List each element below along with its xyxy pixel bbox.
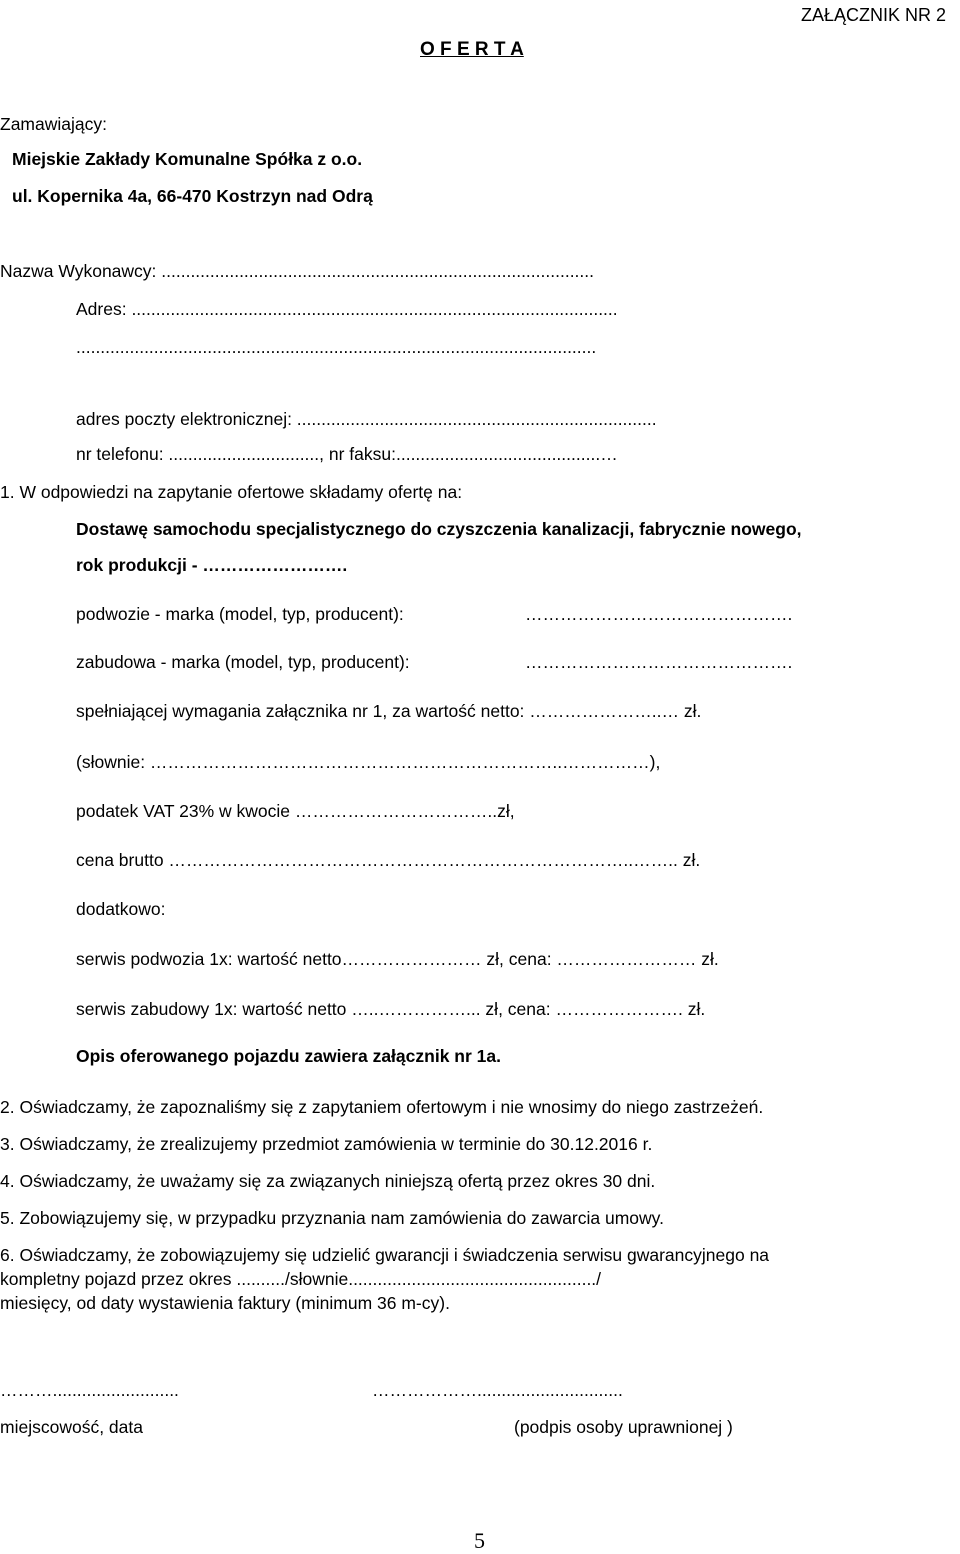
declaration-2: 2. Oświadczamy, że zapoznaliśmy się z zapytaniem ofertowym i nie wnosimy do niego zastrzeżeń. [0,1097,764,1117]
place-date-label: miejscowość, data [0,1417,143,1437]
orderer-label: Zamawiający: [0,114,107,134]
signature-dots: ……………….............................. [372,1380,623,1400]
place-date-dots: ……….......................... [0,1380,179,1400]
signature-label: (podpis osoby uprawnionej ) [514,1417,733,1437]
declaration-6-line-3: miesięcy, od daty wystawienia faktury (minimum 36 m-cy). [0,1293,450,1313]
gross-price-line: cena brutto ……………………………………………………………………..…….. zł. [76,850,701,870]
offer-subject-line-1: Dostawę samochodu specjalistycznego do czyszczenia kanalizacji, fabrycznie nowego, [76,519,802,539]
orderer-name: Miejskie Zakłady Komunalne Spółka z o.o. [12,149,363,169]
contractor-phone-fax-field: nr telefonu: ..............................., nr faksu:..........................................… [76,444,618,464]
page-number: 5 [474,1528,485,1553]
orderer-address: ul. Kopernika 4a, 66-470 Kostrzyn nad Odrą [12,186,373,206]
declaration-6-line-2: kompletny pojazd przez okres ........../słownie.................................................../ [0,1269,602,1289]
declaration-4: 4. Oświadczamy, że uważamy się za związanych niniejszą ofertą przez okres 30 dni. [0,1171,656,1191]
offer-subject-line-2: rok produkcji - ……………………. [76,555,348,575]
vat-line: podatek VAT 23% w kwocie ……………………………..zł, [76,801,515,821]
net-value-line: spełniającej wymagania załącznika nr 1, za wartość netto: …………………..… zł. [76,701,702,721]
chassis-service-line: serwis podwozia 1x: wartość netto…………………… zł, cena: …………………… zł. [76,949,719,969]
chassis-brand-label: podwozie - marka (model, typ, producent): [76,604,404,624]
value-in-words-line: (słownie: ……………………………………………………………..……………), [76,752,661,772]
body-service-line: serwis zabudowy 1x: wartość netto …..……………... zł, cena: …………………. zł. [76,999,706,1019]
declaration-6-line-1: 6. Oświadczamy, że zobowiązujemy się udzielić gwarancji i świadczenia serwisu gwarancyjnego na [0,1245,770,1265]
document-title: O F E R T A [420,39,524,60]
additional-label: dodatkowo: [76,899,166,919]
attachment-label: ZAŁĄCZNIK NR 2 [800,5,946,25]
section-1-intro: 1. W odpowiedzi na zapytanie ofertowe składamy ofertę na: [0,482,463,502]
vehicle-description-note: Opis oferowanego pojazdu zawiera załącznik nr 1a. [76,1046,501,1066]
contractor-name-field: Nazwa Wykonawcy: ......................................................................................... [0,261,595,281]
contractor-email-field: adres poczty elektronicznej: .......................................................................... [76,409,657,429]
body-brand-dots: ………………………………………. [525,652,793,672]
body-brand-label: zabudowa - marka (model, typ, producent): [76,652,410,672]
chassis-brand-dots: ………………………………………. [525,604,793,624]
declaration-5: 5. Zobowiązujemy się, w przypadku przyznania nam zamówienia do zawarcia umowy. [0,1208,664,1228]
contractor-address-field-continued: ........................................................................................................... [76,337,597,357]
contractor-address-field: Adres: .................................................................................................... [76,299,618,319]
declaration-3: 3. Oświadczamy, że zrealizujemy przedmiot zamówienia w terminie do 30.12.2016 r. [0,1134,653,1154]
